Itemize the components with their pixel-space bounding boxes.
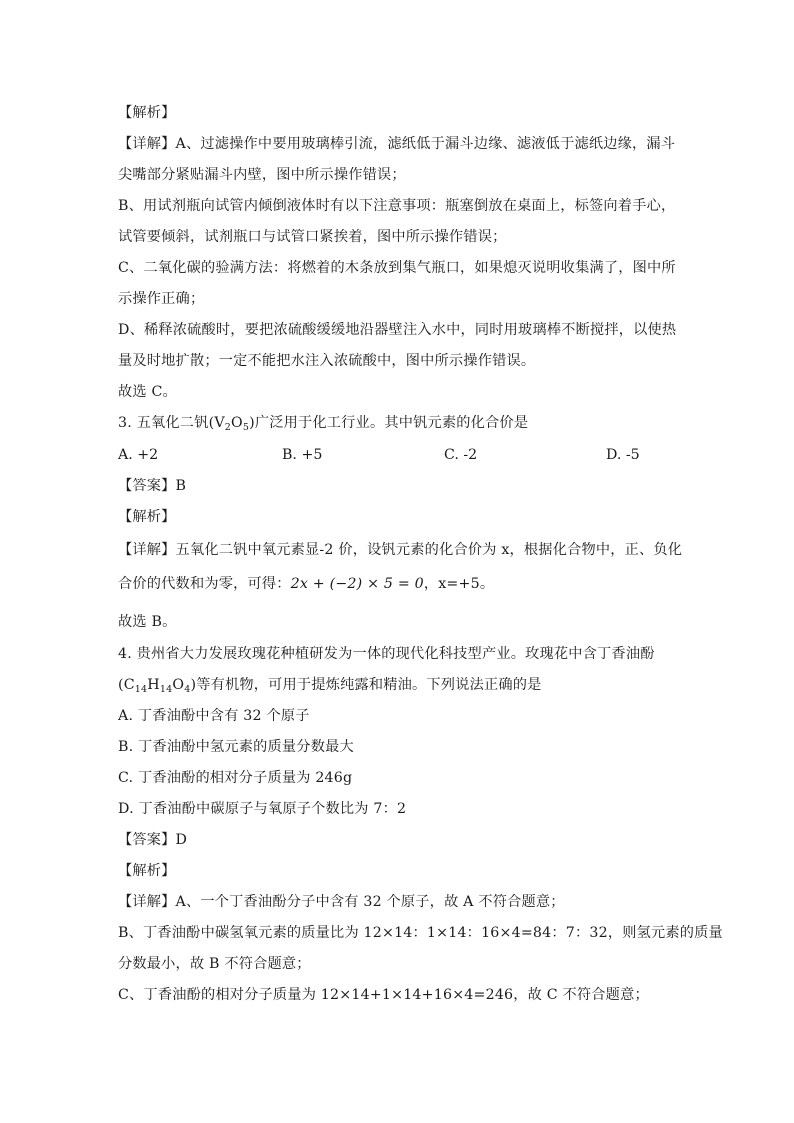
equation-prefix: 合价的代数和为零，可得： <box>118 576 291 592</box>
q3-subscript: 2 <box>224 422 232 433</box>
q4-option-c: C. 丁香油酚的相对分子质量为 246g <box>118 770 353 786</box>
formula-subscript: 14 <box>159 684 173 695</box>
explanation-line: 试管要倾斜，试剂瓶口与试管口紧挨着，图中所示操作错误； <box>118 229 507 245</box>
q3-option-a: A. +2 <box>118 447 159 463</box>
formula-subscript: 4 <box>184 684 191 695</box>
explanation-line: 【详解】A、过滤操作中要用玻璃棒引流，滤纸低于漏斗边缘、滤液低于滤纸边缘，漏斗 <box>118 136 676 152</box>
answer-choice-line: 故选 B。 <box>118 614 177 630</box>
explanation-line: D、稀释浓硫酸时，要把浓硫酸缓缓地沿器壁注入水中，同时用玻璃棒不断搅拌，以使热 <box>118 322 677 338</box>
question-4-stem: 4. 贵州省大力发展玫瑰花种植研发为一体的现代化科技型产业。玫瑰花中含丁香油酚 <box>118 646 655 662</box>
q3-option-b: B. +5 <box>282 447 323 463</box>
q4-option-a: A. 丁香油酚中含有 32 个原子 <box>118 708 310 724</box>
q3-subscript: 5 <box>242 422 250 433</box>
equation-suffix: ，x=+5。 <box>423 576 495 592</box>
formula-part: (C <box>118 677 135 693</box>
equation: 2x + (−2) × 5 = 0 <box>290 576 424 592</box>
q3-option-c: C. -2 <box>444 447 478 463</box>
explanation-line: 量及时地扩散；一定不能把水注入浓硫酸中，图中所示操作错误。 <box>118 353 536 369</box>
answer-label: 【答案】B <box>118 478 187 494</box>
answer-label: 【答案】D <box>118 832 188 848</box>
q3-text-prefix: 3. 五氧化二钒(V <box>118 415 225 431</box>
formula-part: )等有机物，可用于提炼纯露和精油。下列说法正确的是 <box>190 677 542 693</box>
explanation-line: B、用试剂瓶向试管内倾倒液体时有以下注意事项：瓶塞倒放在桌面上，标签向着手心， <box>118 198 676 214</box>
formula-part: H <box>147 677 160 693</box>
equation-line <box>118 574 494 594</box>
explanation-line: 示操作正确； <box>118 291 205 307</box>
explanation-line: 【详解】A、一个丁香油酚分子中含有 32 个原子，故 A 不符合题意； <box>118 894 565 910</box>
explanation-line: C、丁香油酚的相对分子质量为 12×14+1×14+16×4=246，故 C 不符合题意； <box>118 987 649 1003</box>
question-4-formula-line <box>118 675 542 695</box>
q4-option-b: B. 丁香油酚中氢元素的质量分数最大 <box>118 739 354 755</box>
q3-option-d: D. -5 <box>606 447 640 463</box>
q3-text-suffix: )广泛用于化工行业。其中钒元素的化合价是 <box>249 415 529 431</box>
answer-choice-line: 故选 C。 <box>118 384 177 400</box>
q3-text-mid: O <box>231 415 243 431</box>
formula-part: O <box>172 677 185 693</box>
explanation-line: 分数最小，故 B 不符合题意； <box>118 956 311 972</box>
explanation-line: B、丁香油酚中碳氢氧元素的质量比为 12×14：1×14：16×4=84：7：32，则氢元素的质量 <box>118 925 723 941</box>
explanation-line: 尖嘴部分紧贴漏斗内壁，图中所示操作错误； <box>118 167 406 183</box>
explanation-line: 【详解】五氧化二钒中氧元素显-2 价，设钒元素的化合价为 x，根据化合物中，正、负化 <box>118 542 683 558</box>
analysis-heading: 【解析】 <box>118 509 176 525</box>
question-3-stem <box>118 413 528 433</box>
analysis-heading: 【解析】 <box>118 105 176 121</box>
q4-option-d: D. 丁香油酚中碳原子与氧原子个数比为 7：2 <box>118 801 407 817</box>
analysis-heading: 【解析】 <box>118 863 176 879</box>
formula-subscript: 14 <box>134 684 148 695</box>
explanation-line: C、二氧化碳的验满方法：将燃着的木条放到集气瓶口，如果熄灭说明收集满了，图中所 <box>118 260 676 276</box>
